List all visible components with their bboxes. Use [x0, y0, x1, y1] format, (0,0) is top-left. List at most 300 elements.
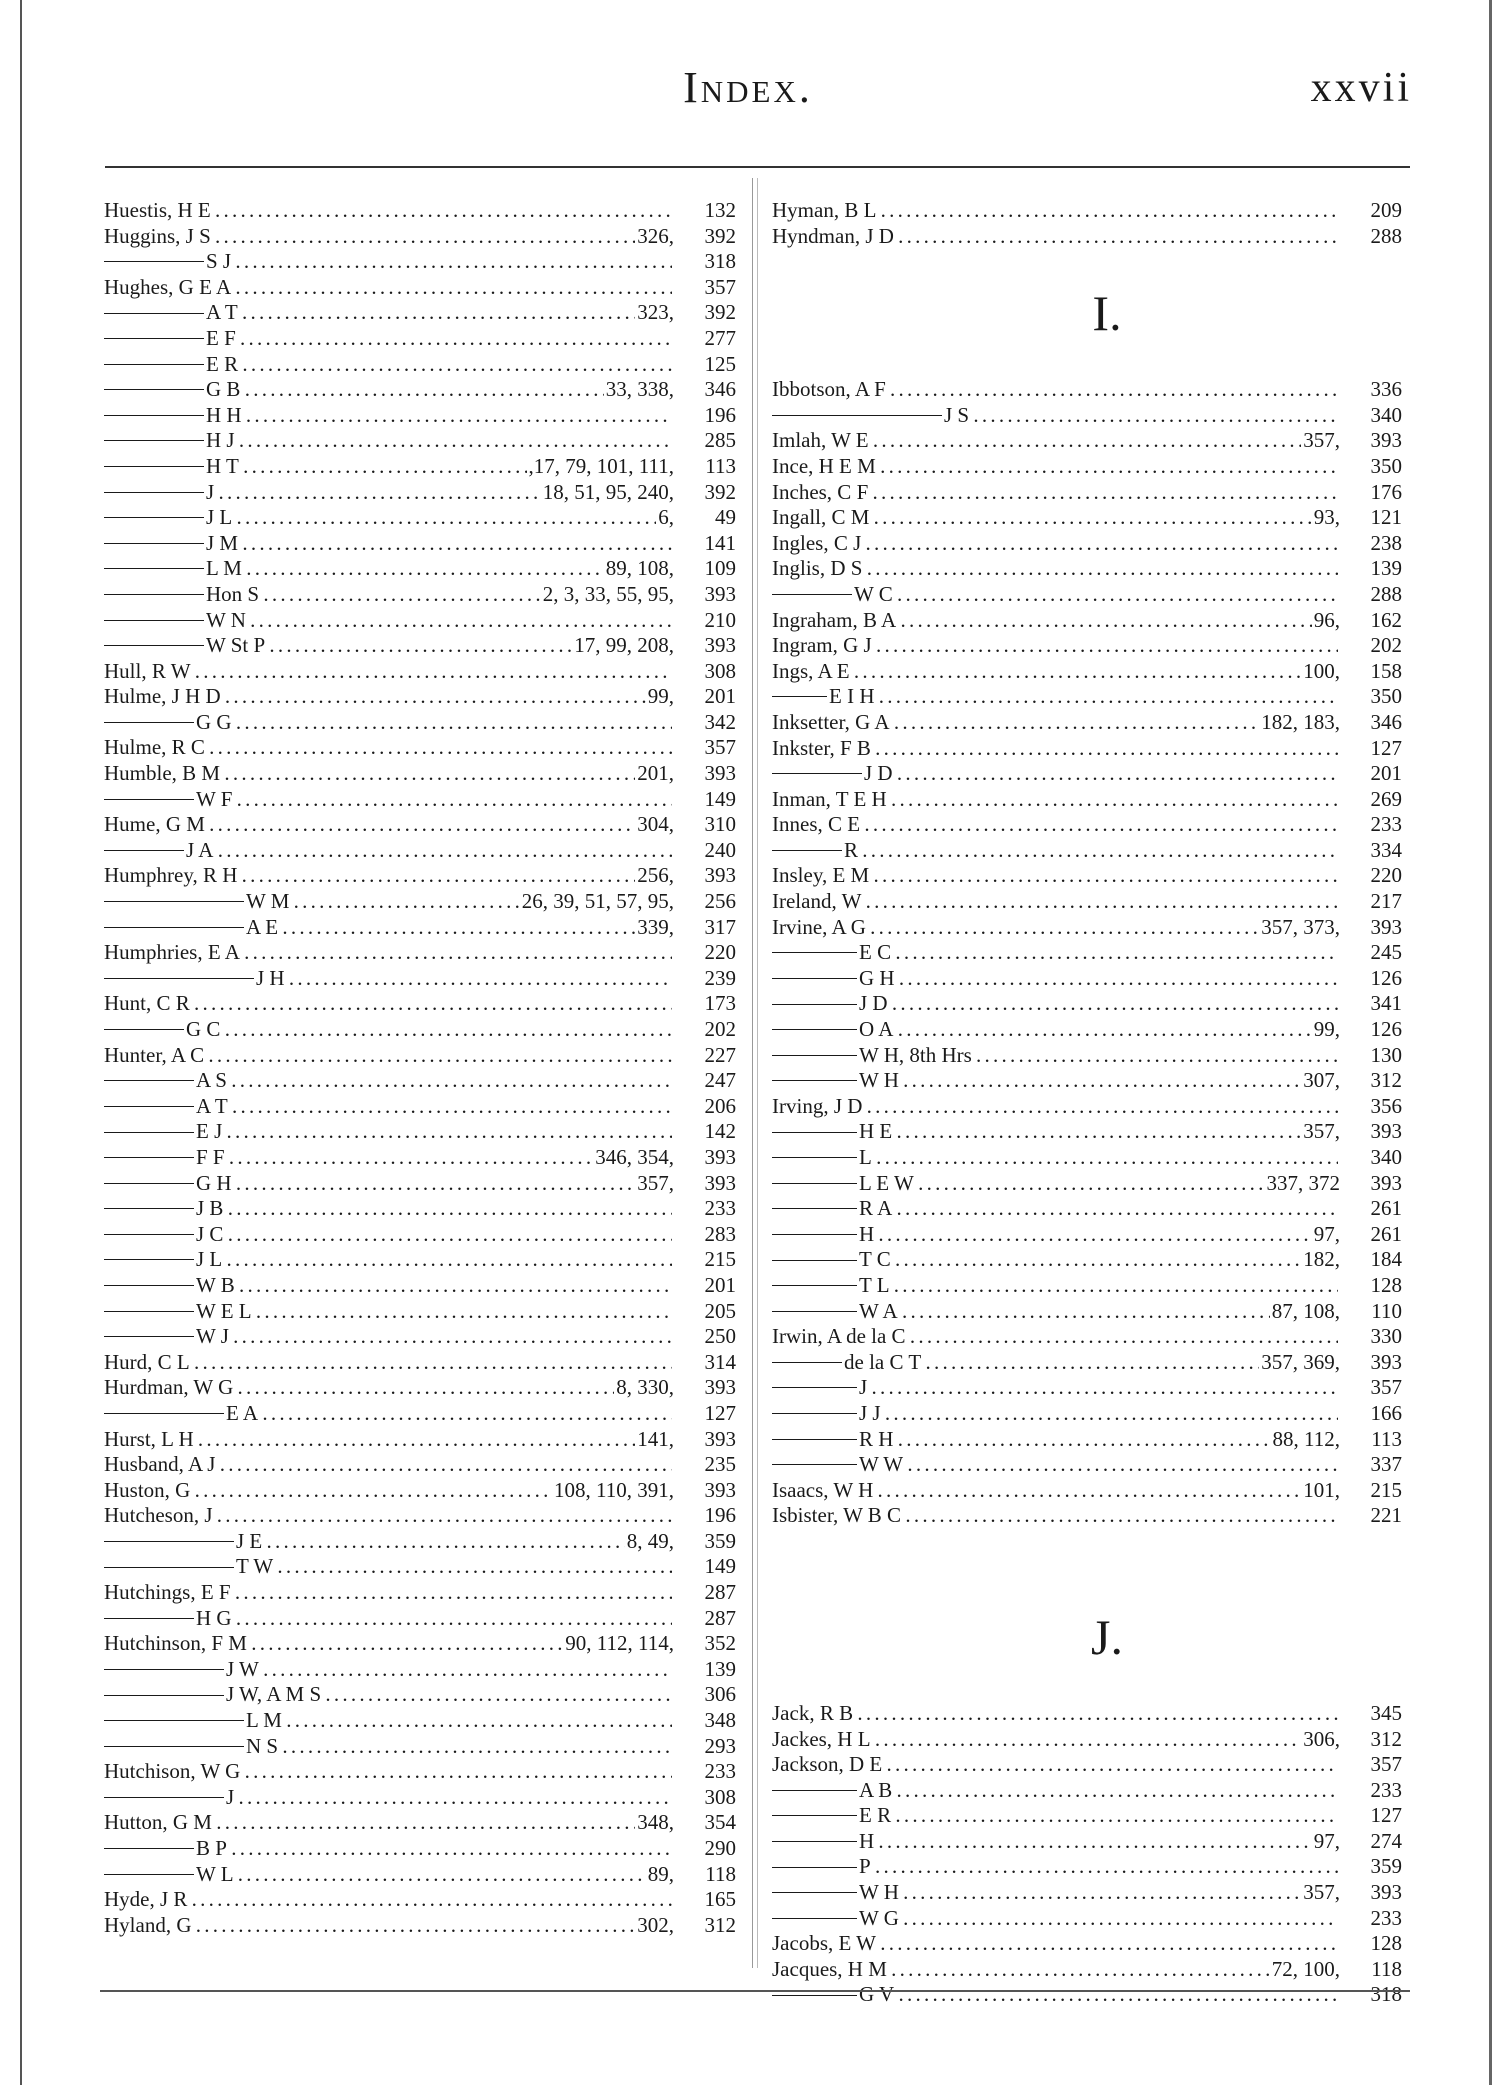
- index-entry: [772, 1803, 1402, 1829]
- entry-name-text: Hyde, J R: [104, 1887, 188, 1912]
- entry-name: [772, 1931, 1338, 1957]
- entry-page: 217: [1370, 889, 1402, 914]
- entry-page: 318: [704, 249, 736, 274]
- entry-page: 227: [704, 1042, 736, 1067]
- ditto-dash: [104, 1157, 194, 1158]
- entry-name-text: J: [206, 479, 215, 504]
- entry-name-text: Ingles, C J: [772, 530, 862, 555]
- entry-name: [104, 1810, 635, 1836]
- entry-name-text: A B: [859, 1777, 893, 1802]
- index-entry: [104, 1862, 736, 1888]
- entry-name: [772, 1906, 1338, 1932]
- index-entry: [104, 608, 736, 634]
- entry-page: 393: [1370, 914, 1402, 939]
- entry-page: 287: [704, 1605, 736, 1630]
- entry-name: [104, 224, 635, 250]
- entry-name: [104, 1452, 672, 1478]
- entry-name-text: A T: [196, 1093, 228, 1118]
- entry-name-text: Jack, R B: [772, 1700, 854, 1725]
- index-entry: [104, 556, 736, 582]
- ditto-dash: [104, 568, 204, 569]
- entry-page: 139: [1370, 556, 1402, 581]
- entry-page: 334: [1370, 837, 1402, 862]
- entry-page: 350: [1370, 684, 1402, 709]
- entry-page: 215: [1370, 1477, 1402, 1502]
- index-entry: [104, 1427, 736, 1453]
- index-entry: [772, 991, 1402, 1017]
- index-entry: [772, 736, 1402, 762]
- index-entry: [104, 249, 736, 275]
- entry-name-text: H H: [206, 402, 242, 427]
- entry-name-text: de la C T: [844, 1349, 922, 1374]
- entry-name: [104, 1606, 672, 1632]
- entry-name-text: J B: [196, 1196, 224, 1221]
- entry-name-text: Ingram, G J: [772, 633, 872, 658]
- entry-page: 340: [1370, 1145, 1402, 1169]
- entry-page: 283: [704, 1221, 736, 1246]
- entry-name-text: Humble, B M: [104, 761, 221, 786]
- index-entry: [104, 531, 736, 557]
- entry-name-text: O A: [859, 1017, 894, 1042]
- index-entry: [772, 480, 1402, 506]
- entry-name-text: Hull, R W: [104, 658, 191, 683]
- ditto-dash: [772, 952, 857, 953]
- entry-page: 149: [704, 786, 736, 811]
- entry-refs: 108, 110, 391,: [554, 1477, 674, 1502]
- entry-refs: 357, 373,: [1261, 914, 1340, 939]
- entry-name-text: Jackson, D E: [772, 1752, 883, 1777]
- index-entry: [772, 1503, 1402, 1529]
- entry-page: 354: [704, 1810, 736, 1835]
- entry-name: [772, 1273, 1338, 1299]
- column-divider: [752, 178, 753, 1968]
- entry-name-text: Hyman, B L: [772, 198, 877, 222]
- ditto-dash: [104, 415, 204, 416]
- entry-page: 393: [704, 633, 736, 658]
- index-entry: [772, 710, 1402, 736]
- index-entry: [772, 531, 1402, 557]
- entry-refs: ,17, 79, 101, 111,: [528, 453, 674, 478]
- entry-name: [772, 1478, 1301, 1504]
- index-entry: [104, 1043, 736, 1069]
- entry-name: [104, 275, 672, 301]
- entry-page: 336: [1370, 377, 1402, 402]
- entry-page: 357: [1370, 1752, 1402, 1777]
- entry-page: 173: [704, 991, 736, 1016]
- index-entry: [104, 1759, 736, 1785]
- entry-page: 113: [1371, 1426, 1402, 1451]
- index-entry: [104, 1375, 736, 1401]
- index-entry: [772, 1324, 1402, 1350]
- ditto-dash: [104, 1618, 194, 1619]
- entry-name-text: B P: [196, 1836, 227, 1860]
- ditto-dash: [104, 1848, 194, 1849]
- index-entry: [104, 377, 736, 403]
- entry-page: 118: [1371, 1956, 1402, 1981]
- entry-name-text: R: [844, 837, 859, 862]
- entry-refs: 96,: [1313, 607, 1340, 632]
- entry-refs: 99,: [647, 684, 674, 709]
- ditto-dash: [772, 415, 942, 416]
- entry-refs: 101,: [1303, 1477, 1340, 1502]
- entry-name: [772, 1375, 1338, 1401]
- entry-refs: 88, 112,: [1272, 1426, 1340, 1451]
- entry-name-text: Innes, C E: [772, 812, 861, 837]
- entry-name-text: Hunt, C R: [104, 991, 190, 1016]
- entry-page: 176: [1370, 479, 1402, 504]
- ditto-dash: [104, 364, 204, 365]
- index-entry: [104, 1094, 736, 1120]
- entry-page: 357: [1370, 1375, 1402, 1400]
- entry-refs: 182, 183,: [1261, 709, 1340, 734]
- entry-page: 393: [704, 1375, 736, 1400]
- entry-name: [104, 582, 541, 608]
- entry-name-text: J C: [196, 1221, 224, 1246]
- entry-page: 166: [1370, 1400, 1402, 1425]
- header-rule: [105, 166, 1410, 168]
- entry-refs: 93,: [1313, 505, 1340, 530]
- entry-refs: 348,: [637, 1810, 674, 1835]
- entry-page: 359: [704, 1528, 736, 1553]
- index-entry: [772, 1478, 1402, 1504]
- entry-page: 392: [704, 300, 736, 325]
- entry-page: 348: [704, 1708, 736, 1733]
- entry-refs: 2, 3, 33, 55, 95,: [542, 581, 674, 606]
- entry-name-text: A T: [206, 300, 238, 325]
- entry-name-text: N S: [246, 1733, 279, 1758]
- entry-name: [104, 556, 604, 582]
- entry-page: 393: [704, 1426, 736, 1451]
- entry-name: [772, 1503, 1338, 1529]
- ditto-dash: [772, 1413, 857, 1414]
- entry-refs: 97,: [1313, 1828, 1340, 1853]
- entry-name-text: E F: [206, 325, 236, 350]
- entry-name-text: E C: [859, 940, 892, 965]
- entry-page: 113: [705, 453, 736, 478]
- index-entry: [104, 761, 736, 787]
- entry-name: [104, 1401, 672, 1427]
- entry-page: 158: [1370, 658, 1402, 683]
- entry-page: 293: [704, 1733, 736, 1758]
- page-edge-left: [20, 0, 22, 2085]
- entry-name: [104, 761, 635, 787]
- section-gap: [772, 1529, 1402, 1573]
- index-entry: [104, 1324, 736, 1350]
- entry-name: [104, 1862, 646, 1888]
- entry-page: 312: [704, 1912, 736, 1937]
- entry-page: 288: [1370, 581, 1402, 606]
- entry-page: 245: [1370, 940, 1402, 965]
- index-entry: [104, 940, 736, 966]
- entry-name: [772, 991, 1338, 1017]
- entry-name-text: G C: [186, 1017, 221, 1041]
- ditto-dash: [104, 1183, 194, 1184]
- entry-page: 201: [1370, 761, 1402, 786]
- index-entry: [772, 1299, 1402, 1325]
- entry-name: [104, 1554, 672, 1580]
- index-entry: [104, 1606, 736, 1632]
- entry-name: [104, 1529, 625, 1555]
- entry-name-text: Huggins, J S: [104, 223, 211, 248]
- entry-page: 132: [704, 198, 736, 222]
- index-entry: [104, 838, 736, 864]
- entry-name-text: Hurst, L H: [104, 1426, 194, 1451]
- entry-name: [104, 1068, 672, 1094]
- entry-name: [772, 761, 1338, 787]
- entry-name: [772, 556, 1338, 582]
- index-entry: [772, 224, 1402, 250]
- index-entry: [104, 1017, 736, 1043]
- index-entry: [772, 915, 1402, 941]
- entry-page: 149: [704, 1554, 736, 1579]
- index-entry: [772, 428, 1402, 454]
- entry-name-text: G H: [859, 965, 895, 990]
- entry-page: 261: [1370, 1221, 1402, 1246]
- entry-refs: 141,: [637, 1426, 674, 1451]
- entry-name: [772, 1982, 1338, 2008]
- entry-name-text: G V: [859, 1982, 895, 2007]
- entry-name-text: J M: [206, 530, 239, 555]
- entry-refs: 90, 112, 114,: [565, 1631, 674, 1656]
- entry-page: 128: [1370, 1272, 1402, 1297]
- index-entry: [104, 198, 736, 224]
- entry-page: 121: [1370, 505, 1402, 530]
- entry-name: [772, 1803, 1338, 1829]
- index-entry: [772, 1427, 1402, 1453]
- entry-refs: 89, 108,: [605, 556, 674, 581]
- entry-name: [104, 915, 635, 941]
- ditto-dash: [772, 1132, 857, 1133]
- entry-name: [772, 1957, 1270, 1983]
- entry-name: [772, 1324, 1338, 1350]
- entry-name: [104, 198, 672, 224]
- ditto-dash: [104, 927, 244, 928]
- entry-name: [104, 735, 672, 761]
- index-entry: [104, 991, 736, 1017]
- ditto-dash: [104, 261, 204, 262]
- index-entry: [104, 1478, 736, 1504]
- entry-page: 49: [715, 505, 736, 530]
- entry-name-text: W N: [206, 607, 246, 632]
- entry-page: 235: [704, 1452, 736, 1477]
- ditto-dash: [104, 645, 204, 646]
- index-entry: [772, 1222, 1402, 1248]
- index-entry: [104, 1836, 736, 1862]
- entry-page: 109: [704, 556, 736, 581]
- entry-page: 393: [704, 1477, 736, 1502]
- entry-page: 393: [704, 1144, 736, 1169]
- index-entry: [104, 633, 736, 659]
- entry-refs: 357,: [1303, 1119, 1340, 1144]
- index-entry: [772, 403, 1402, 429]
- entry-refs: 337, 372: [1266, 1170, 1340, 1195]
- entry-page: 141: [704, 530, 736, 555]
- index-entry: [772, 1880, 1402, 1906]
- entry-page: 215: [704, 1247, 736, 1272]
- entry-name-text: W M: [246, 889, 290, 914]
- entry-name: [772, 428, 1301, 454]
- index-entry: [104, 582, 736, 608]
- index-entry: [772, 1906, 1402, 1932]
- entry-page: 250: [704, 1324, 736, 1349]
- entry-name-text: S J: [206, 249, 232, 274]
- entry-name-text: Inman, T E H: [772, 786, 887, 811]
- entry-name: [104, 659, 672, 685]
- entry-name-text: J W: [226, 1656, 259, 1681]
- index-column-right: [772, 198, 1402, 2008]
- entry-name-text: Hutcheson, J: [104, 1503, 213, 1528]
- ditto-dash: [772, 1892, 857, 1893]
- index-entry: [772, 863, 1402, 889]
- entry-name: [104, 1145, 593, 1171]
- entry-name-text: J D: [864, 761, 893, 786]
- entry-name-text: Imlah, W E: [772, 428, 869, 453]
- entry-page: 269: [1370, 786, 1402, 811]
- entry-page: 165: [704, 1887, 736, 1912]
- entry-name-text: Inglis, D S: [772, 556, 863, 581]
- entry-name-text: J J: [859, 1400, 881, 1425]
- index-entry: [772, 1350, 1402, 1376]
- entry-name-text: Hulme, J H D: [104, 684, 221, 709]
- index-entry: [104, 403, 736, 429]
- entry-name-text: W St P: [206, 633, 266, 658]
- entry-name: [772, 1119, 1301, 1145]
- entry-name: [772, 863, 1338, 889]
- index-entry: [104, 1196, 736, 1222]
- entry-refs: 256,: [637, 863, 674, 888]
- entry-refs: 357,: [637, 1170, 674, 1195]
- entry-page: 330: [1370, 1324, 1402, 1349]
- entry-page: 392: [704, 479, 736, 504]
- entry-name: [104, 608, 672, 634]
- entry-page: 337: [1370, 1452, 1402, 1477]
- entry-name-text: L: [859, 1145, 872, 1169]
- entry-page: 220: [704, 940, 736, 965]
- entry-name-text: Jacobs, E W: [772, 1931, 877, 1956]
- entry-name-text: E J: [196, 1119, 223, 1144]
- entry-page: 126: [1370, 1017, 1402, 1042]
- entry-refs: 33, 338,: [605, 377, 674, 402]
- index-entry: [104, 1503, 736, 1529]
- ditto-dash: [772, 1260, 857, 1261]
- ditto-dash: [104, 1132, 194, 1133]
- entry-name: [772, 915, 1259, 941]
- entry-name: [104, 991, 672, 1017]
- entry-page: 196: [704, 402, 736, 427]
- index-entry: [772, 787, 1402, 813]
- entry-name-text: W H: [859, 1880, 899, 1905]
- entry-name-text: Hulme, R C: [104, 735, 205, 760]
- entry-name: [772, 1701, 1338, 1727]
- entry-name-text: A S: [196, 1068, 227, 1093]
- ditto-dash: [772, 1234, 857, 1235]
- entry-name-text: Hughes, G E A: [104, 274, 232, 299]
- entry-page: 206: [704, 1093, 736, 1118]
- ditto-dash: [104, 1874, 194, 1875]
- entry-name-text: J S: [944, 402, 970, 427]
- entry-page: 350: [1370, 453, 1402, 478]
- ditto-dash: [772, 978, 857, 979]
- entry-name-text: Inksetter, G A: [772, 709, 890, 734]
- entry-refs: 18, 51, 95, 240,: [542, 479, 674, 504]
- index-entry: [772, 1401, 1402, 1427]
- entry-name-text: Husband, A J: [104, 1452, 216, 1477]
- section-letter: J.: [1091, 1608, 1123, 1665]
- entry-page: 357: [704, 735, 736, 760]
- entry-refs: 357, 369,: [1261, 1349, 1340, 1374]
- entry-name: [104, 1913, 635, 1939]
- entry-name: [772, 684, 1338, 710]
- entry-name-text: Hyland, G: [104, 1912, 192, 1937]
- index-entry: [772, 1829, 1402, 1855]
- entry-page: 127: [704, 1400, 736, 1425]
- entry-name: [104, 1043, 672, 1069]
- ditto-dash: [772, 1464, 857, 1465]
- ditto-dash: [104, 1336, 194, 1337]
- entry-name: [104, 326, 672, 352]
- ditto-dash: [104, 722, 194, 723]
- entry-page: 346: [1370, 709, 1402, 734]
- ditto-dash: [104, 543, 204, 544]
- entry-name: [104, 1503, 672, 1529]
- entry-page: 233: [704, 1759, 736, 1784]
- index-entry: [104, 710, 736, 736]
- entry-name-text: Ince, H E M: [772, 453, 876, 478]
- entry-name: [104, 1708, 672, 1734]
- index-column-left: [104, 198, 736, 1938]
- ditto-dash: [104, 850, 184, 851]
- entry-name: [772, 1829, 1312, 1855]
- entry-name: [772, 1171, 1265, 1197]
- entry-name: [104, 1375, 614, 1401]
- entry-name-text: E A: [226, 1400, 259, 1425]
- index-entry: [772, 1375, 1402, 1401]
- entry-name: [104, 787, 672, 813]
- entry-name: [772, 224, 1338, 250]
- ditto-dash: [104, 1797, 224, 1798]
- entry-name: [772, 659, 1301, 685]
- entry-name: [104, 1222, 672, 1248]
- entry-name-text: W L: [196, 1861, 234, 1886]
- entry-refs: 87, 108,: [1271, 1298, 1340, 1323]
- entry-page: 118: [705, 1861, 736, 1886]
- entry-page: 238: [1370, 530, 1402, 555]
- ditto-dash: [104, 1285, 194, 1286]
- entry-page: 220: [1370, 863, 1402, 888]
- entry-name-text: G G: [196, 709, 232, 734]
- entry-refs: 304,: [637, 812, 674, 837]
- ditto-dash: [104, 1695, 224, 1696]
- entry-name-text: E R: [206, 351, 239, 376]
- entry-name: [104, 1427, 635, 1453]
- ditto-dash: [104, 313, 204, 314]
- index-entry: [104, 1887, 736, 1913]
- entry-name-text: T L: [859, 1272, 890, 1297]
- entry-page: 127: [1370, 1803, 1402, 1828]
- ditto-dash: [104, 1106, 194, 1107]
- entry-page: 210: [704, 607, 736, 632]
- entry-name-text: W A: [859, 1298, 898, 1323]
- entry-name-text: L M: [246, 1708, 282, 1733]
- ditto-dash: [772, 1080, 857, 1081]
- ditto-dash: [104, 1720, 244, 1721]
- entry-name-text: T W: [236, 1554, 274, 1579]
- entry-name: [772, 1880, 1301, 1906]
- index-entry: [772, 659, 1402, 685]
- entry-name: [772, 1727, 1301, 1753]
- entry-page: 312: [1370, 1726, 1402, 1751]
- entry-page: 393: [1370, 1170, 1402, 1195]
